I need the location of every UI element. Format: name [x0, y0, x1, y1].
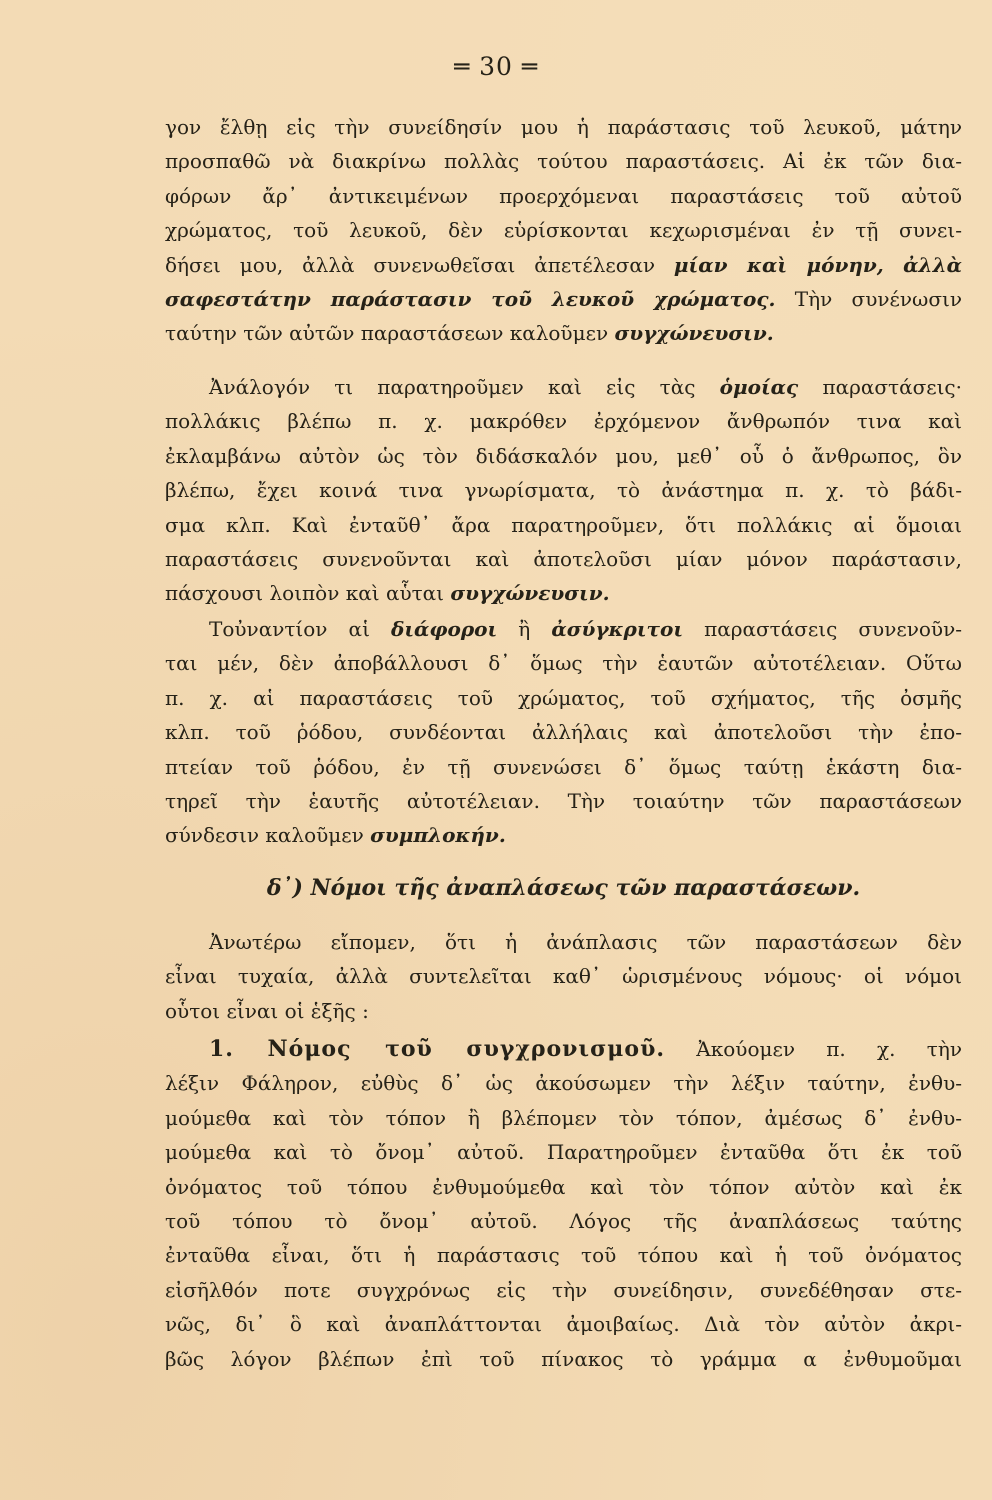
- text-line: τοῦ τόπου τὸ ὄνομ᾽ αὐτοῦ. Λόγος τῆς ἀναπλάσεως ταύτης: [165, 1208, 962, 1233]
- text-line: τηρεῖ τὴν ἑαυτῆς αὐτοτέλειαν. Τὴν τοιαύτην τῶν παραστάσεων: [165, 788, 962, 813]
- emphasis-text: συμπλοκήν.: [370, 823, 506, 848]
- text-line: λέξιν Φάληρον, εὐθὺς δ᾽ ὡς ἀκούσωμεν τὴν λέξιν ταύτην, ἐνθυ-: [165, 1071, 962, 1096]
- page-number: ═ 30 ═: [454, 52, 538, 81]
- text-line: παραστάσεις συνενοῦνται καὶ ἀποτελοῦσι μίαν μόνον παράστασιν,: [165, 546, 962, 571]
- text-line: [165, 370, 962, 404]
- text-line: προσπαθῶ νὰ διακρίνω πολλὰς τούτου παραστάσεις. Αἱ ἐκ τῶν δια-: [165, 149, 962, 174]
- text-line: μούμεθα καὶ τὸν τόπον ἢ βλέπομεν τὸν τόπον, ἀμέσως δ᾽ ἐνθυ-: [165, 1105, 962, 1130]
- text-line: [165, 316, 962, 350]
- text-span: πάσχουσι λοιπὸν καὶ αὗται: [165, 581, 445, 606]
- emphasis-text: συγχώνευσιν.: [450, 581, 610, 606]
- emphasis-text: σαφεστάτην παράστασιν τοῦ λευκοῦ χρώματος.: [165, 286, 776, 311]
- text-line: γον ἔλθῃ εἰς τὴν συνείδησίν μου ἡ παράστασις τοῦ λευκοῦ, μάτην: [165, 115, 962, 139]
- text-line: ἐκλαμβάνω αὐτὸν ὡς τὸν διδάσκαλόν μου, μεθ᾽ οὗ ὁ ἄνθρωπος, ὃν: [165, 443, 962, 468]
- text-span: παραστάσεις·: [822, 375, 962, 399]
- text-line: βλέπω, ἔχει κοινά τινα γνωρίσματα, τὸ ἀνάστημα π. χ. τὸ βάδι-: [165, 478, 962, 503]
- paragraph-5: [165, 1032, 962, 1376]
- text-line: εἶναι τυχαία, ἀλλὰ συντελεῖται καθ᾽ ὡρισμένους νόμους· οἱ νόμοι: [165, 964, 962, 989]
- text-line: κλπ. τοῦ ῥόδου, συνδέονται ἀλλήλαις καὶ ἀποτελοῦσι τὴν ἐπο-: [165, 720, 962, 745]
- text-span: δήσει μου, ἀλλὰ συνενωθεῖσαι ἀπετέλεσαν: [165, 252, 656, 277]
- text-line: [165, 1032, 962, 1066]
- text-line: σμα κλπ. Καὶ ἐνταῦθ᾽ ἄρα παρατηροῦμεν, ὅτι πολλάκις αἱ ὅμοιαι: [165, 512, 962, 537]
- text-line: [165, 282, 962, 316]
- text-span: Ἀνάλογόν τι παρατηροῦμεν καὶ εἰς τὰς: [209, 375, 696, 399]
- text-span: ἢ: [518, 617, 531, 641]
- text-line: ὀνόματος τοῦ τόπου ἐνθυμούμεθα καὶ τὸν τόπον αὐτὸν καὶ ἐκ: [165, 1174, 962, 1199]
- text-line: ἐνταῦθα εἶναι, ὅτι ἡ παράστασις τοῦ τόπου καὶ ἡ τοῦ ὀνόματος: [165, 1243, 962, 1268]
- text-line: [165, 818, 962, 852]
- text-line: π. χ. αἱ παραστάσεις τοῦ χρώματος, τοῦ σχήματος, τῆς ὀσμῆς: [165, 685, 962, 710]
- text-line: εἰσῆλθόν ποτε συγχρόνως εἰς τὴν συνείδησιν, συνεδέθησαν στε-: [165, 1277, 962, 1302]
- emphasis-text: συγχώνευσιν.: [614, 321, 774, 346]
- text-span: Τὴν συνένωσιν: [794, 286, 962, 311]
- text-span: Τοὐναντίον αἱ: [209, 617, 370, 641]
- paragraph-1: [165, 110, 962, 351]
- paragraph-2: [165, 370, 962, 611]
- paragraph-4: [165, 925, 962, 1028]
- text-span: ταύτην τῶν αὐτῶν παραστάσεων καλοῦμεν: [165, 321, 609, 346]
- text-line: ται μέν, δὲν ἀποβάλλουσι δ᾽ ὅμως τὴν ἑαυτῶν αὐτοτέλειαν. Οὕτω: [165, 651, 962, 676]
- text-line: φόρων ἄρ᾽ ἀντικειμένων προερχόμεναι παραστάσεις τοῦ αὐτοῦ: [165, 183, 962, 208]
- text-span: Ἀκούομεν π. χ. τὴν: [696, 1037, 962, 1061]
- text-line: [165, 248, 962, 282]
- text-line: χρώματος, τοῦ λευκοῦ, δὲν εὑρίσκονται κεχωρισμέναι ἐν τῇ συνει-: [165, 218, 962, 243]
- text-line: μούμεθα καὶ τὸ ὄνομ᾽ αὐτοῦ. Παρατηροῦμεν ἐνταῦθα ὅτι ἐκ τοῦ: [165, 1140, 962, 1165]
- law-title: 1. Νόμος τοῦ συγχρονισμοῦ.: [209, 1036, 666, 1062]
- emphasis-text: διάφοροι: [391, 617, 498, 641]
- text-line: πτείαν τοῦ ῥόδου, ἐν τῇ συνενώσει δ᾽ ὅμως ταύτῃ ἑκάστη δια-: [165, 754, 962, 779]
- paragraph-3: [165, 612, 962, 853]
- emphasis-text: μίαν καὶ μόνην, ἀλλὰ: [673, 252, 962, 277]
- emphasis-text: ἀσύγκριτοι: [551, 617, 684, 641]
- text-span: σύνδεσιν καλοῦμεν: [165, 823, 364, 848]
- text-line: Ἀνωτέρω εἴπομεν, ὅτι ἡ ἀνάπλασις τῶν παραστάσεων δὲν: [209, 930, 962, 954]
- emphasis-text: ὁμοίας: [719, 375, 799, 399]
- text-line: πολλάκις βλέπω π. χ. μακρόθεν ἐρχόμενον ἄνθρωπόν τινα καὶ: [165, 409, 962, 434]
- text-line: [165, 612, 962, 646]
- text-line: νῶς, δι᾽ ὃ καὶ ἀναπλάττονται ἀμοιβαίως. Διὰ τὸν αὐτὸν ἀκρι-: [165, 1312, 962, 1337]
- text-line: βῶς λόγον βλέπων ἐπὶ τοῦ πίνακος τὸ γράμμα α ἐνθυμοῦμαι: [165, 1346, 962, 1371]
- text-line: [165, 576, 962, 610]
- text-span: παραστάσεις συνενοῦν-: [704, 617, 962, 641]
- section-heading: δ᾽) Νόμοι τῆς ἀναπλάσεως τῶν παραστάσεων.: [266, 875, 861, 901]
- text-line: οὗτοι εἶναι οἱ ἑξῆς :: [165, 998, 369, 1023]
